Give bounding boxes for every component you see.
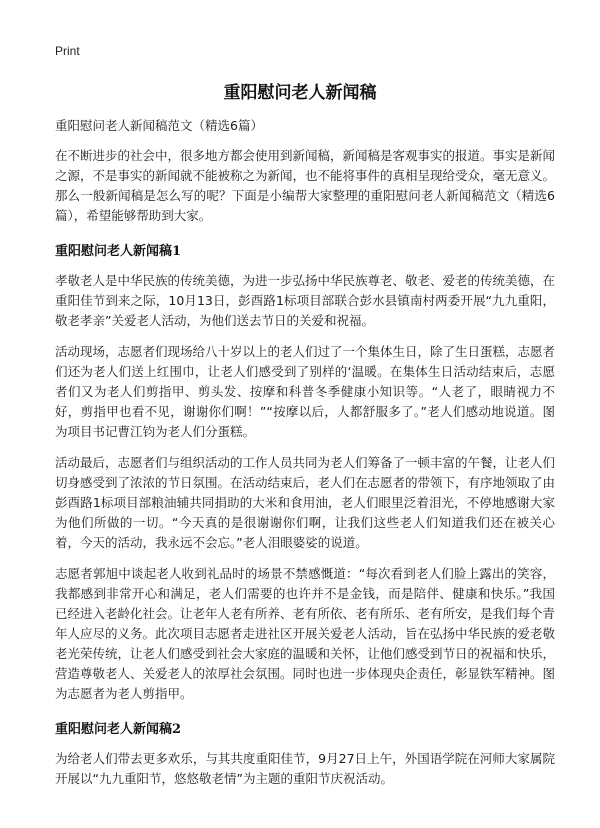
paragraph: 为给老人们带去更多欢乐，与其共度重阳佳节，9月27日上午，外国语学院在河师大家属院开展以“九九重阳节，悠悠敬老情”为主题的重阳节庆祝活动。 (55, 751, 555, 786)
paragraph: 孝敬老人是中华民族的传统美德，为进一步弘扬中华民族尊老、敬老、爱老的传统美德，在重阳佳节到来之际，10月13日，彭酉路1标项目部联合彭水县镇南村两委开展“九九重阳，敬老孝亲”关爱老人活动，为他们送去节日的关爱和祝福。 (55, 273, 556, 328)
print-link[interactable]: Print (55, 44, 80, 58)
page-title: 重阳慰问老人新闻稿 (223, 83, 377, 103)
section-heading: 重阳慰问老人新闻稿1 (55, 244, 182, 259)
paragraph: 活动现场，志愿者们现场给八十岁以上的老人们过了一个集体生日，除了生日蛋糕，志愿者们还为老人们送上红围巾，让老人们感受到了别样的‘温暖。在集体生日活动结束后，志愿者们又为老人们剪指甲、剪头发、按摩和科普冬季健康小知识等。“人老了，眼睛视力不好，剪指甲也看不见，谢谢你们啊！”“按摩以后，人都舒服多了。”老人们感动地说道。图为项目书记曹江钧为老人们分蛋糕。 (55, 344, 556, 439)
paragraph: 志愿者郭旭中谈起老人收到礼品时的场景不禁感慨道：“每次看到老人们脸上露出的笑容，我都感到非常开心和满足，老人们需要的也许并不是金钱，而是陪伴、健康和快乐。”我国已经进入老龄化社会。让老年人老有所养、老有所依、老有所乐、老有所安，是我们每个青年人应尽的义务。此次项目志愿者走进社区开展关爱老人活动，旨在弘扬中华民族的爱老敬老光荣传统，让老人们感受到社会大家庭的温暖和关怀，让他们感受到节日的祝福和快乐，营造尊敬老人、关爱老人的浓厚社会氛围。同时也进一步体现央企责任，彰显铁军精神。图为志愿者为老人剪指甲。 (55, 566, 556, 701)
paragraph: 活动最后，志愿者们与组织活动的工作人员共同为老人们筹备了一顿丰富的午餐，让老人们切身感受到了浓浓的节日氛围。在活动结束后，老人们在志愿者的带领下，有序地领取了由彭酉路1标项目部粮油辅共同捐助的大米和食用油，老人们眼里泛着泪光，不停地感谢大家为他们所做的一切。“今天真的是很谢谢你们啊，让我们这些老人们知道我们还在被关心着，今天的活动，我永远不会忘。”老人泪眼婆娑的说道。 (55, 455, 556, 550)
section-heading: 重阳慰问老人新闻稿2 (55, 722, 182, 737)
intro-paragraph: 在不断进步的社会中，很多地方都会使用到新闻稿，新闻稿是客观事实的报道。事实是新闻之源，不是事实的新闻就不能被称之为新闻，也不能将事件的真相呈现给受众，毫无意义。那么一般新闻稿是怎么写的呢？下面是小编帮大家整理的重阳慰问老人新闻稿范文（精选6篇），希望能够帮助到大家。 (55, 148, 556, 223)
article-body (55, 116, 555, 800)
article-subtitle: 重阳慰问老人新闻稿范文（精选6篇） (55, 118, 263, 133)
